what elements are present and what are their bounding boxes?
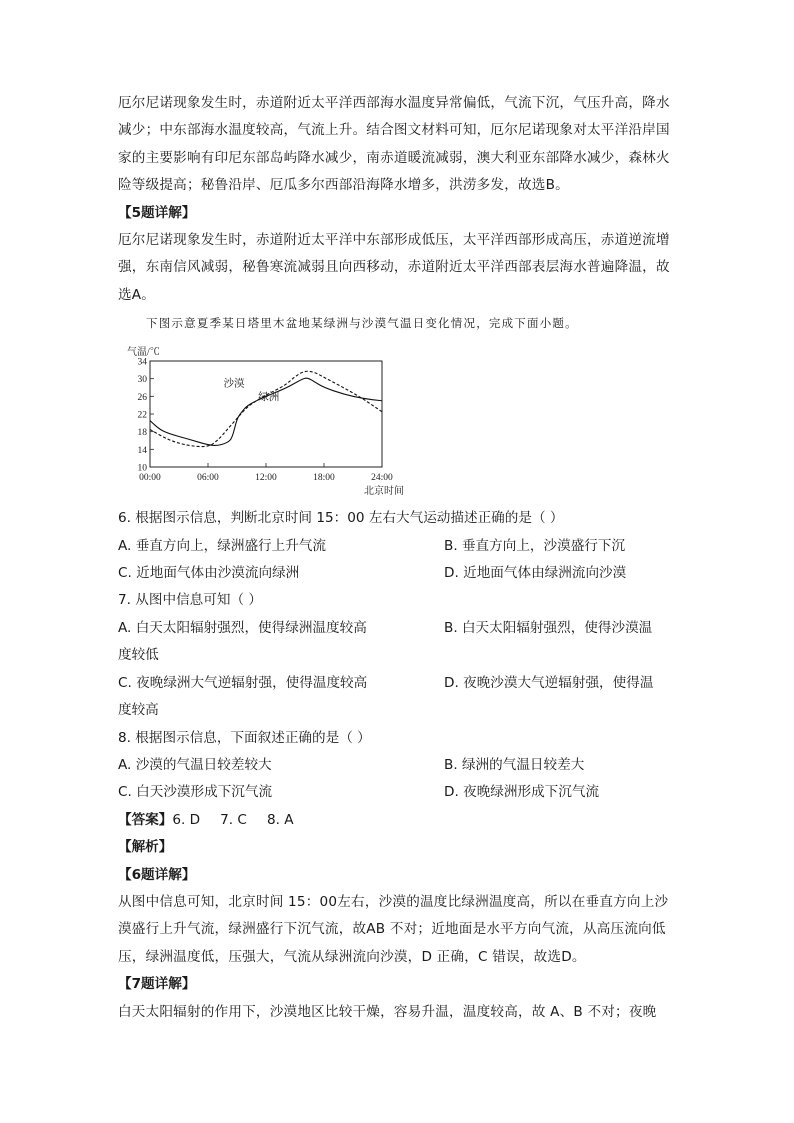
q8-options [118,752,678,807]
x-tick-label: 24:00 [371,473,393,484]
q5-heading: 【5题详解】 [118,204,196,221]
document-page [118,90,678,1026]
q7-option-d: D. 夜晚沙漠大气逆辐射强，使得温 [444,674,654,691]
q7-option-d-wrap: 度较高 [118,702,159,719]
q8-option-a: A. 沙漠的气温日较差较大 [118,756,272,773]
y-tick-label: 26 [137,393,147,404]
y-tick-label: 30 [137,375,147,386]
x-tick-label: 06:00 [197,473,219,484]
x-tick-label: 00:00 [139,473,161,484]
q6-heading: 【6题详解】 [118,866,196,883]
y-tick-label: 22 [137,410,147,421]
q7-heading: 【7题详解】 [118,976,196,993]
q7-option-b: B. 白天太阳辐射强烈，使得沙漠温 [444,619,653,636]
q8-option-c: C. 白天沙漠形成下沉气流 [118,784,273,801]
q6-options [118,533,678,588]
annotation-oasis: 绿洲 [258,391,280,404]
q8-stem: 8. 根据图示信息，下面叙述正确的是（ ） [118,729,371,746]
q7-options [118,615,678,642]
chart-svg [118,343,418,503]
plot-frame [150,361,382,467]
q7-options-2 [118,670,678,697]
x-tick-label: 18:00 [313,473,335,484]
answer-6: 6. D [172,811,201,828]
q6-option-b: B. 垂直方向上，沙漠盛行下沉 [444,537,626,554]
question-intro: 下图示意夏季某日塔里木盆地某绿洲与沙漠气温日变化情况，完成下面小题。 [146,316,578,331]
y-axis-label: 气温/℃ [127,347,160,359]
annotation-desert: 沙漠 [223,377,245,390]
q5-explanation: 厄尔尼诺现象发生时，赤道附近太平洋中东部形成低压，太平洋西部形成高压，赤道逆流增强，东南信风减弱，秘鲁寒流减弱且向西移动，赤道附近太平洋西部表层海水普遍降温，故选A。 [118,232,670,303]
temperature-chart [118,343,418,503]
answer-8: 8. A [266,811,294,828]
q6-option-d: D. 近地面气体由绿洲流向沙漠 [444,565,627,582]
analysis-label: 【解析】 [118,839,173,856]
y-tick-label: 10 [137,463,147,474]
x-tick-label: 12:00 [255,473,277,484]
q7-option-a: A. 白天太阳辐射强烈，使得绿洲温度较高 [118,619,367,636]
answer-7: 7. C [220,811,247,828]
q8-option-b: B. 绿洲的气温日较差大 [444,756,585,773]
q6-explanation: 从图中信息可知，北京时间 15：00左右，沙漠的温度比绿洲温度高，所以在垂直方向上沙漠盛行上升气流，绿洲盛行下沉气流，故AB 不对；近地面是水平方向气流，从高压流向低压，绿洲温度低，压强大，气流从绿洲流向沙漠，D 正确，C 错误，故选D。 [118,893,669,965]
q7-option-b-wrap: 度较低 [118,647,159,664]
q7-option-c: C. 夜晚绿洲大气逆辐射强，使得温度较高 [118,674,368,691]
y-tick-label: 14 [137,446,147,457]
q7-explanation: 白天太阳辐射的作用下，沙漠地区比较干燥，容易升温，温度较高，故 A、B 不对；夜晚 [118,1003,657,1020]
q6-option-a: A. 垂直方向上，绿洲盛行上升气流 [118,537,327,554]
q6-option-c: C. 近地面气体由沙漠流向绿洲 [118,565,300,582]
answer-line [118,807,678,834]
q7-stem: 7. 从图中信息可知（ ） [118,592,262,609]
answer-label: 【答案】 [118,811,173,828]
x-axis-label: 北京时间 [364,486,404,498]
q6-stem: 6. 根据图示信息，判断北京时间 15：00 左右大气运动描述正确的是（ ） [118,510,564,527]
top-paragraph: 厄尔尼诺现象发生时，赤道附近太平洋西部海水温度异常偏低，气流下沉，气压升高，降水减少；中东部海水温度较高，气流上升。结合图文材料可知，厄尔尼诺现象对太平洋沿岸国家的主要影响有印尼东部岛屿降水减少，南赤道暖流减弱，澳大利亚东部降水减少，森林火险等级提高；秘鲁沿岸、厄瓜多尔西部沿海降水增多，洪涝多发，故选B。 [118,95,670,194]
y-tick-label: 18 [137,428,147,439]
oasis-series-line [150,378,382,445]
y-tick-label: 34 [137,357,147,368]
q8-option-d: D. 夜晚绿洲形成下沉气流 [444,784,600,801]
desert-series-line [150,372,382,447]
